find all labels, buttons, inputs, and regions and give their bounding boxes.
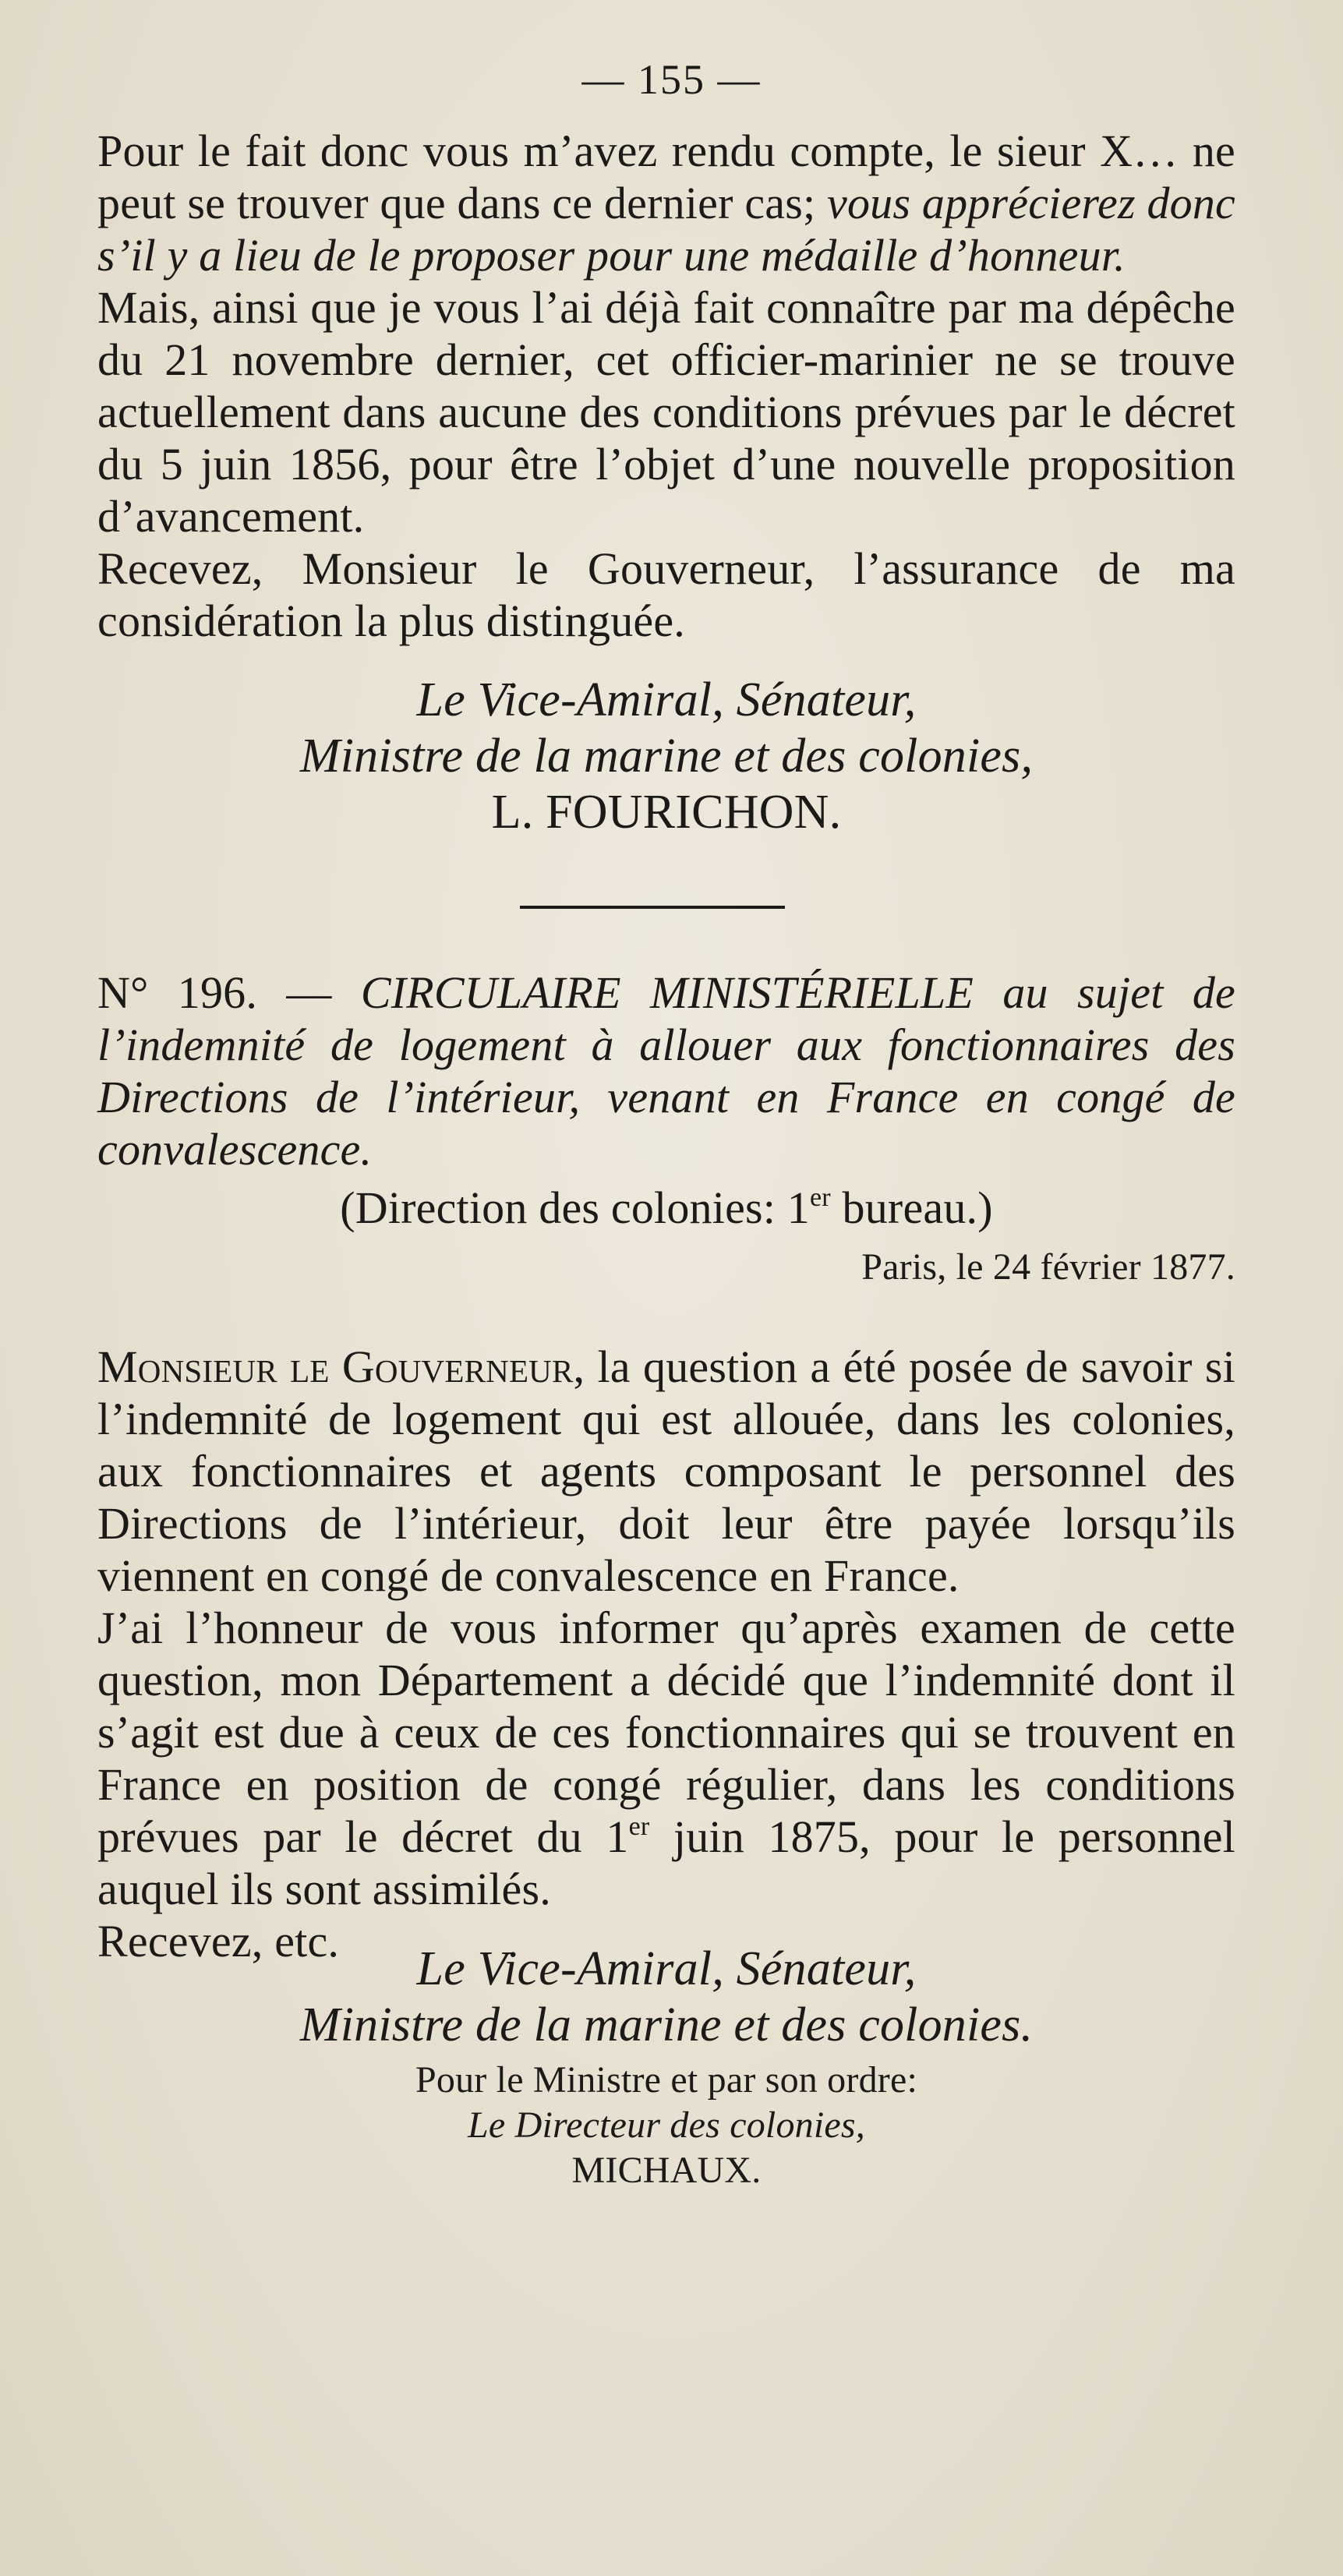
circular-closing: Recevez, etc. <box>97 1916 340 1966</box>
signature-2-title: Le Vice-Amiral, Sénateur, <box>416 1942 917 1995</box>
circular-paragraph-2-sup: er <box>628 1812 650 1841</box>
circular-direction-sup: er <box>810 1183 831 1212</box>
circular-title: CIRCULAIRE MINISTÉRIELLE au sujet de l’indemnité de logement à allouer aux fonctionnaires des Directions de l’intérieur, venant en France en congé de convalescence. <box>97 967 1235 1175</box>
signature-1-name: L. FOURICHON. <box>491 786 842 839</box>
circular-paragraph-2-text: J’ai l’honneur de vous informer qu’après examen de cette question, mon Département a décidé que l’indemnité dont il s’agit est due à ceux de ces fonctionnaires qui se trouvent en France en position de congé régulier, dans les conditions prévues par le décret du 1 <box>97 1602 1235 1862</box>
circular-paragraph-2 <box>97 1602 1235 1915</box>
circular-direction <box>97 1182 1235 1234</box>
circular-heading-block <box>97 966 1235 1290</box>
circular-direction-prefix: (Direction des colonies: 1 <box>340 1182 810 1233</box>
circular-paragraph-2-end: juin 1875, pour le personnel auquel ils sont assimilés. <box>97 1811 1235 1914</box>
signature-1-role: Ministre de la marine et des colonies, <box>299 730 1034 783</box>
circular-body-block <box>97 1341 1235 1967</box>
signature-block-1 <box>97 672 1235 840</box>
circular-number: N° 196. — <box>97 967 332 1018</box>
paragraph-advancement: Mais, ainsi que je vous l’ai déjà fait connaître par ma dépêche du 21 novembre dernier, cet officier-marinier ne se trouve actuellement dans aucune des conditions prévues par le décret du 5 juin 1856, pour être l’objet d’une nouvelle proposition d’avancement. <box>97 282 1235 542</box>
circular-date: Paris, le 24 février 1877. <box>861 1246 1235 1288</box>
circular-paragraph-1-text: la question a été posée de savoir si l’indemnité de logement qui est allouée, dans les colonies, aux fonctionnaires et agents composant le personnel des Directions de l’intérieur, doit leur être payée lorsqu’ils viennent en congé de convalescence en France. <box>97 1341 1235 1601</box>
salutation: Monsieur le Gouverneur, <box>97 1341 585 1392</box>
paragraph-medal-italic: vous apprécierez donc s’il y a lieu de le proposer pour une médaille d’honneur. <box>97 178 1235 281</box>
paragraph-medal <box>97 125 1235 281</box>
paragraph-medal-text: Pour le fait donc vous m’avez rendu compte, le sieur X… ne peut se trouver que dans ce dernier cas; <box>97 125 1235 228</box>
signature-2-role: Ministre de la marine et des colonies. <box>299 1998 1034 2051</box>
signature-block-2 <box>97 1941 1235 2193</box>
signature-2-name: MICHAUX. <box>571 2150 762 2191</box>
signature-2-order: Pour le Ministre et par son ordre: <box>415 2059 917 2101</box>
signature-1-title: Le Vice-Amiral, Sénateur, <box>416 673 917 726</box>
circular-heading <box>97 966 1235 1175</box>
signature-2-director: Le Directeur des colonies, <box>468 2104 865 2146</box>
circular-paragraph-1 <box>97 1341 1235 1602</box>
circular-direction-suffix: bureau.) <box>830 1182 993 1233</box>
top-text-block <box>97 125 1235 647</box>
page-number: — 155 — <box>581 56 762 103</box>
paragraph-closing-1: Recevez, Monsieur le Gouverneur, l’assurance de ma considération la plus distinguée. <box>97 543 1235 646</box>
separator-rule <box>520 906 785 909</box>
